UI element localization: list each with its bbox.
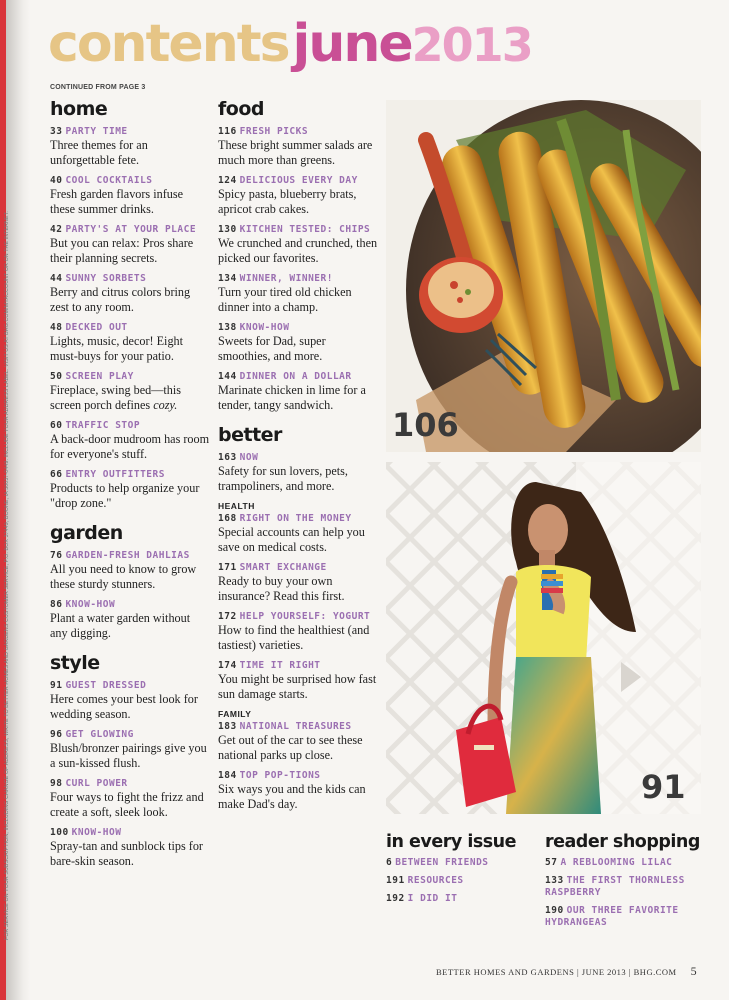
toc-entry-description — [218, 285, 378, 315]
toc-page-number: 100 — [50, 827, 69, 838]
toc-entry-heading — [50, 371, 210, 383]
toc-entry-title: HELP YOURSELF: YOGURT — [239, 611, 371, 622]
toc-page-number: 124 — [218, 175, 237, 186]
toc-page-number: 174 — [218, 660, 237, 671]
toc-entry-description — [50, 236, 210, 266]
toc-entry-text: Safety for sun lovers, pets, trampoliners, and more. — [218, 464, 348, 493]
section-title-home: home — [50, 98, 108, 120]
family-list — [218, 721, 378, 812]
toc-entry-heading — [218, 224, 378, 236]
toc-entry-text: Spray-tan and sunblock tips for bare-skin season. — [50, 839, 203, 868]
page-footer — [436, 964, 697, 979]
toc-entry-heading — [218, 126, 378, 138]
toc-entry-title: PARTY'S AT YOUR PLACE — [65, 224, 197, 235]
toc-page-number: 91 — [50, 680, 63, 691]
toc-page-number: 163 — [218, 452, 237, 463]
toc-entry-heading — [218, 452, 378, 464]
fashion-photo — [386, 462, 701, 814]
toc-page-number: 130 — [218, 224, 237, 235]
subscription-note: FOR SERVICE ON YOUR SUBSCRIPTION, INCLUDING CHANGE OF ADDRESS, WRITE TO BETTER HOMES AND GARDENS CUSTOMER SERVICE, P.O. BOX 37449, BOONE, IA 50037-0449. INCLUDE YOUR ADDRESS LABEL. VISIT US AT BHG.COM/MYACCOUNT OR ON THE INTERNET. — [4, 211, 10, 940]
title-month: june — [292, 14, 412, 74]
toc-entry-title: GARDEN-FRESH DAHLIAS — [65, 550, 190, 561]
toc-entry — [50, 599, 210, 641]
toc-entry-description — [218, 187, 378, 217]
toc-page-number: 40 — [50, 175, 63, 186]
toc-entry-text: Plant a water garden without any digging. — [50, 611, 191, 640]
toc-entry-title: RIGHT ON THE MONEY — [239, 513, 352, 524]
toc-entry — [50, 778, 210, 820]
toc-entry-heading — [50, 827, 210, 839]
toc-entry — [218, 611, 378, 653]
toc-entry-description — [218, 334, 378, 364]
toc-entry-heading — [218, 273, 378, 285]
toc-entry — [50, 126, 210, 168]
every-issue-section — [386, 832, 536, 911]
toc-entry-text: These bright summer salads are much more than greens. — [218, 138, 373, 167]
section-title-better: better — [218, 424, 282, 446]
toc-entry-description — [50, 481, 210, 511]
toc-entry-text: Four ways to fight the frizz and create a soft, sleek look. — [50, 790, 204, 819]
toc-entry — [218, 770, 378, 812]
toc-entry — [50, 371, 210, 413]
subhead-family: FAMILY — [218, 709, 252, 719]
toc-entry-title: KNOW-HOW — [71, 827, 122, 838]
toc-entry-heading — [50, 224, 210, 236]
toc-entry-text: Fresh garden flavors infuse these summer drinks. — [50, 187, 184, 216]
toc-entry-heading — [50, 273, 210, 285]
toc-page-number: 96 — [50, 729, 63, 740]
toc-entry-heading — [50, 469, 210, 481]
toc-entry — [50, 175, 210, 217]
better-list — [218, 452, 378, 494]
toc-entry-text: You might be surprised how fast sun damage starts. — [218, 672, 377, 701]
corn-page-number: 106 — [392, 406, 459, 444]
toc-entry — [50, 469, 210, 511]
toc-item — [386, 893, 536, 905]
toc-entry-description — [218, 383, 378, 413]
toc-entry-title: DECKED OUT — [65, 322, 128, 333]
toc-entry-title: PARTY TIME — [65, 126, 128, 137]
toc-entry — [218, 273, 378, 315]
toc-entry-title: KITCHEN TESTED: CHIPS — [239, 224, 371, 235]
toc-entry-title: TRAFFIC STOP — [65, 420, 141, 431]
toc-entry — [218, 371, 378, 413]
toc-entry — [50, 729, 210, 771]
toc-entry-heading — [218, 175, 378, 187]
toc-entry-heading — [50, 550, 210, 562]
toc-entry-text: Lights, music, decor! Eight must-buys for your patio. — [50, 334, 184, 363]
section-title-style: style — [50, 652, 100, 674]
toc-entry-text: Marinate chicken in lime for a tender, tangy sandwich. — [218, 383, 366, 412]
toc-item-label: OUR THREE FAVORITE HYDRANGEAS — [545, 905, 679, 928]
toc-entry-description — [218, 733, 378, 763]
garden-list — [50, 550, 210, 641]
toc-entry — [218, 513, 378, 555]
toc-entry-text: Turn your tired old chicken dinner into a champ. — [218, 285, 352, 314]
toc-entry-heading — [218, 721, 378, 733]
toc-entry-title: GUEST DRESSED — [65, 680, 147, 691]
toc-page-number: 57 — [545, 857, 558, 868]
toc-entry — [218, 721, 378, 763]
toc-entry — [218, 175, 378, 217]
toc-page-number: 172 — [218, 611, 237, 622]
home-list — [50, 126, 210, 511]
toc-entry-heading — [50, 680, 210, 692]
toc-item — [386, 857, 536, 869]
every-issue-list — [386, 857, 536, 905]
toc-item-label: I DID IT — [407, 893, 458, 904]
toc-item-label: A REBLOOMING LILAC — [560, 857, 673, 868]
toc-entry-description — [50, 790, 210, 820]
toc-item-label: THE FIRST THORNLESS RASPBERRY — [545, 875, 685, 898]
toc-entry-title: COOL COCKTAILS — [65, 175, 153, 186]
title-contents: contents — [48, 14, 289, 74]
every-issue-title: in every issue — [386, 832, 516, 852]
toc-entry-description — [218, 574, 378, 604]
toc-entry-description — [50, 334, 210, 364]
toc-entry — [50, 224, 210, 266]
toc-item — [545, 857, 705, 869]
toc-entry — [218, 562, 378, 604]
toc-entry-text: A back-door mudroom has room for everyone's stuff. — [50, 432, 210, 461]
section-title-garden: garden — [50, 522, 123, 544]
food-list — [218, 126, 378, 413]
toc-entry-title: ENTRY OUTFITTERS — [65, 469, 165, 480]
toc-page-number: 86 — [50, 599, 63, 610]
toc-entry-text: Ready to buy your own insurance? Read this first. — [218, 574, 345, 603]
toc-entry-heading — [50, 778, 210, 790]
reader-shopping-list — [545, 857, 705, 929]
toc-page-number: 190 — [545, 905, 564, 916]
toc-entry-text: Blush/bronzer pairings give you a sun-kissed flush. — [50, 741, 207, 770]
toc-entry-title: GET GLOWING — [65, 729, 134, 740]
toc-page-number: 191 — [386, 875, 405, 886]
footer-text: BETTER HOMES AND GARDENS | JUNE 2013 | BHG.COM — [436, 967, 677, 977]
left-column — [50, 98, 210, 876]
toc-entry-heading — [218, 562, 378, 574]
toc-page-number: 42 — [50, 224, 63, 235]
toc-page-number: 192 — [386, 893, 405, 904]
toc-entry-description — [50, 187, 210, 217]
toc-entry-description — [50, 562, 210, 592]
toc-entry-text: Berry and citrus colors bring zest to any room. — [50, 285, 191, 314]
toc-entry-description — [218, 138, 378, 168]
middle-column — [218, 98, 378, 819]
toc-page-number: 184 — [218, 770, 237, 781]
toc-entry-heading — [218, 770, 378, 782]
grilled-corn-photo — [386, 100, 701, 452]
toc-entry-heading — [50, 175, 210, 187]
toc-entry — [218, 126, 378, 168]
toc-entry-text: All you need to know to grow these sturdy stunners. — [50, 562, 197, 591]
toc-page-number: 76 — [50, 550, 63, 561]
toc-entry-text: Six ways you and the kids can make Dad's day. — [218, 782, 366, 811]
toc-page-number: 116 — [218, 126, 237, 137]
toc-entry-heading — [218, 611, 378, 623]
toc-entry-description — [218, 236, 378, 266]
grilled-corn-image — [386, 100, 701, 452]
page-title — [48, 14, 532, 74]
toc-page-number: 60 — [50, 420, 63, 431]
toc-entry-description — [50, 692, 210, 722]
toc-entry-description — [218, 525, 378, 555]
toc-entry-description — [218, 464, 378, 494]
toc-entry-description — [218, 672, 378, 702]
section-title-food: food — [218, 98, 264, 120]
toc-entry-text: Three themes for an unforgettable fete. — [50, 138, 148, 167]
toc-entry-heading — [50, 322, 210, 334]
toc-entry-title: SUNNY SORBETS — [65, 273, 147, 284]
toc-entry — [50, 420, 210, 462]
toc-page-number: 168 — [218, 513, 237, 524]
toc-entry-text: Products to help organize your "drop zone." — [50, 481, 200, 510]
toc-entry-title: KNOW-HOW — [65, 599, 116, 610]
toc-entry — [218, 322, 378, 364]
toc-item — [545, 905, 705, 929]
toc-entry-text: We crunched and crunched, then picked our favorites. — [218, 236, 378, 265]
toc-page-number: 171 — [218, 562, 237, 573]
toc-entry — [50, 827, 210, 869]
toc-entry-title: DELICIOUS EVERY DAY — [239, 175, 358, 186]
health-list — [218, 513, 378, 702]
toc-entry-description — [50, 741, 210, 771]
toc-entry-heading — [50, 729, 210, 741]
toc-entry-heading — [218, 322, 378, 334]
toc-entry — [218, 660, 378, 702]
reader-shopping-section — [545, 832, 705, 935]
toc-entry-title: CURL POWER — [65, 778, 128, 789]
toc-entry-italic-text: cozy. — [153, 398, 178, 412]
fashion-image — [386, 462, 701, 814]
toc-entry-title: WINNER, WINNER! — [239, 273, 333, 284]
toc-page-number: 44 — [50, 273, 63, 284]
toc-page-number: 66 — [50, 469, 63, 480]
toc-entry-title: TOP POP-TIONS — [239, 770, 321, 781]
toc-entry-heading — [50, 420, 210, 432]
toc-entry-text: Special accounts can help you save on medical costs. — [218, 525, 365, 554]
toc-entry-title: TIME IT RIGHT — [239, 660, 321, 671]
toc-entry-text: Sweets for Dad, super smoothies, and more. — [218, 334, 326, 363]
toc-entry-description — [50, 383, 210, 413]
toc-page-number: 50 — [50, 371, 63, 382]
toc-entry-title: SCREEN PLAY — [65, 371, 134, 382]
toc-entry-title: NOW — [239, 452, 259, 463]
toc-page-number: 33 — [50, 126, 63, 137]
toc-entry-text: Fireplace, swing bed—this screen porch defines — [50, 383, 181, 412]
toc-item — [545, 875, 705, 899]
toc-entry-description — [50, 611, 210, 641]
toc-entry-title: DINNER ON A DOLLAR — [239, 371, 352, 382]
toc-entry-text: Get out of the car to see these national parks up close. — [218, 733, 363, 762]
toc-item-label: RESOURCES — [407, 875, 464, 886]
toc-entry-text: But you can relax: Pros share their planning secrets. — [50, 236, 194, 265]
toc-entry-description — [50, 285, 210, 315]
toc-page-number: 144 — [218, 371, 237, 382]
toc-entry-title: FRESH PICKS — [239, 126, 309, 137]
toc-page-number: 98 — [50, 778, 63, 789]
toc-entry — [218, 224, 378, 266]
page-number: 5 — [690, 964, 698, 978]
toc-page-number: 133 — [545, 875, 564, 886]
style-list — [50, 680, 210, 869]
toc-entry-heading — [50, 126, 210, 138]
toc-page-number: 183 — [218, 721, 237, 732]
toc-item — [386, 875, 536, 887]
toc-entry — [50, 550, 210, 592]
toc-page-number: 6 — [386, 857, 393, 868]
toc-entry-text: Here comes your best look for wedding season. — [50, 692, 198, 721]
toc-entry-description — [50, 138, 210, 168]
toc-entry-heading — [50, 599, 210, 611]
toc-entry-title: KNOW-HOW — [239, 322, 290, 333]
toc-entry-description — [218, 782, 378, 812]
toc-page-number: 48 — [50, 322, 63, 333]
toc-page-number: 134 — [218, 273, 237, 284]
toc-entry-description — [50, 432, 210, 462]
toc-entry — [50, 273, 210, 315]
toc-entry-text: How to find the healthiest (and tastiest) varieties. — [218, 623, 370, 652]
toc-entry-description — [50, 839, 210, 869]
toc-entry-text: Spicy pasta, blueberry brats, apricot crab cakes. — [218, 187, 357, 216]
toc-entry-title: NATIONAL TREASURES — [239, 721, 352, 732]
toc-entry — [218, 452, 378, 494]
toc-entry-heading — [218, 513, 378, 525]
toc-entry-description — [218, 623, 378, 653]
continued-note: CONTINUED FROM PAGE 3 — [50, 84, 146, 91]
toc-entry — [50, 322, 210, 364]
reader-shopping-title: reader shopping — [545, 832, 700, 852]
title-year: 2013 — [411, 18, 532, 72]
fashion-page-number: 91 — [641, 768, 686, 806]
toc-item-label: BETWEEN FRIENDS — [395, 857, 489, 868]
toc-entry-heading — [218, 371, 378, 383]
toc-entry-title: SMART EXCHANGE — [239, 562, 327, 573]
toc-page-number: 138 — [218, 322, 237, 333]
toc-entry-heading — [218, 660, 378, 672]
toc-entry — [50, 680, 210, 722]
subhead-health: HEALTH — [218, 501, 255, 511]
